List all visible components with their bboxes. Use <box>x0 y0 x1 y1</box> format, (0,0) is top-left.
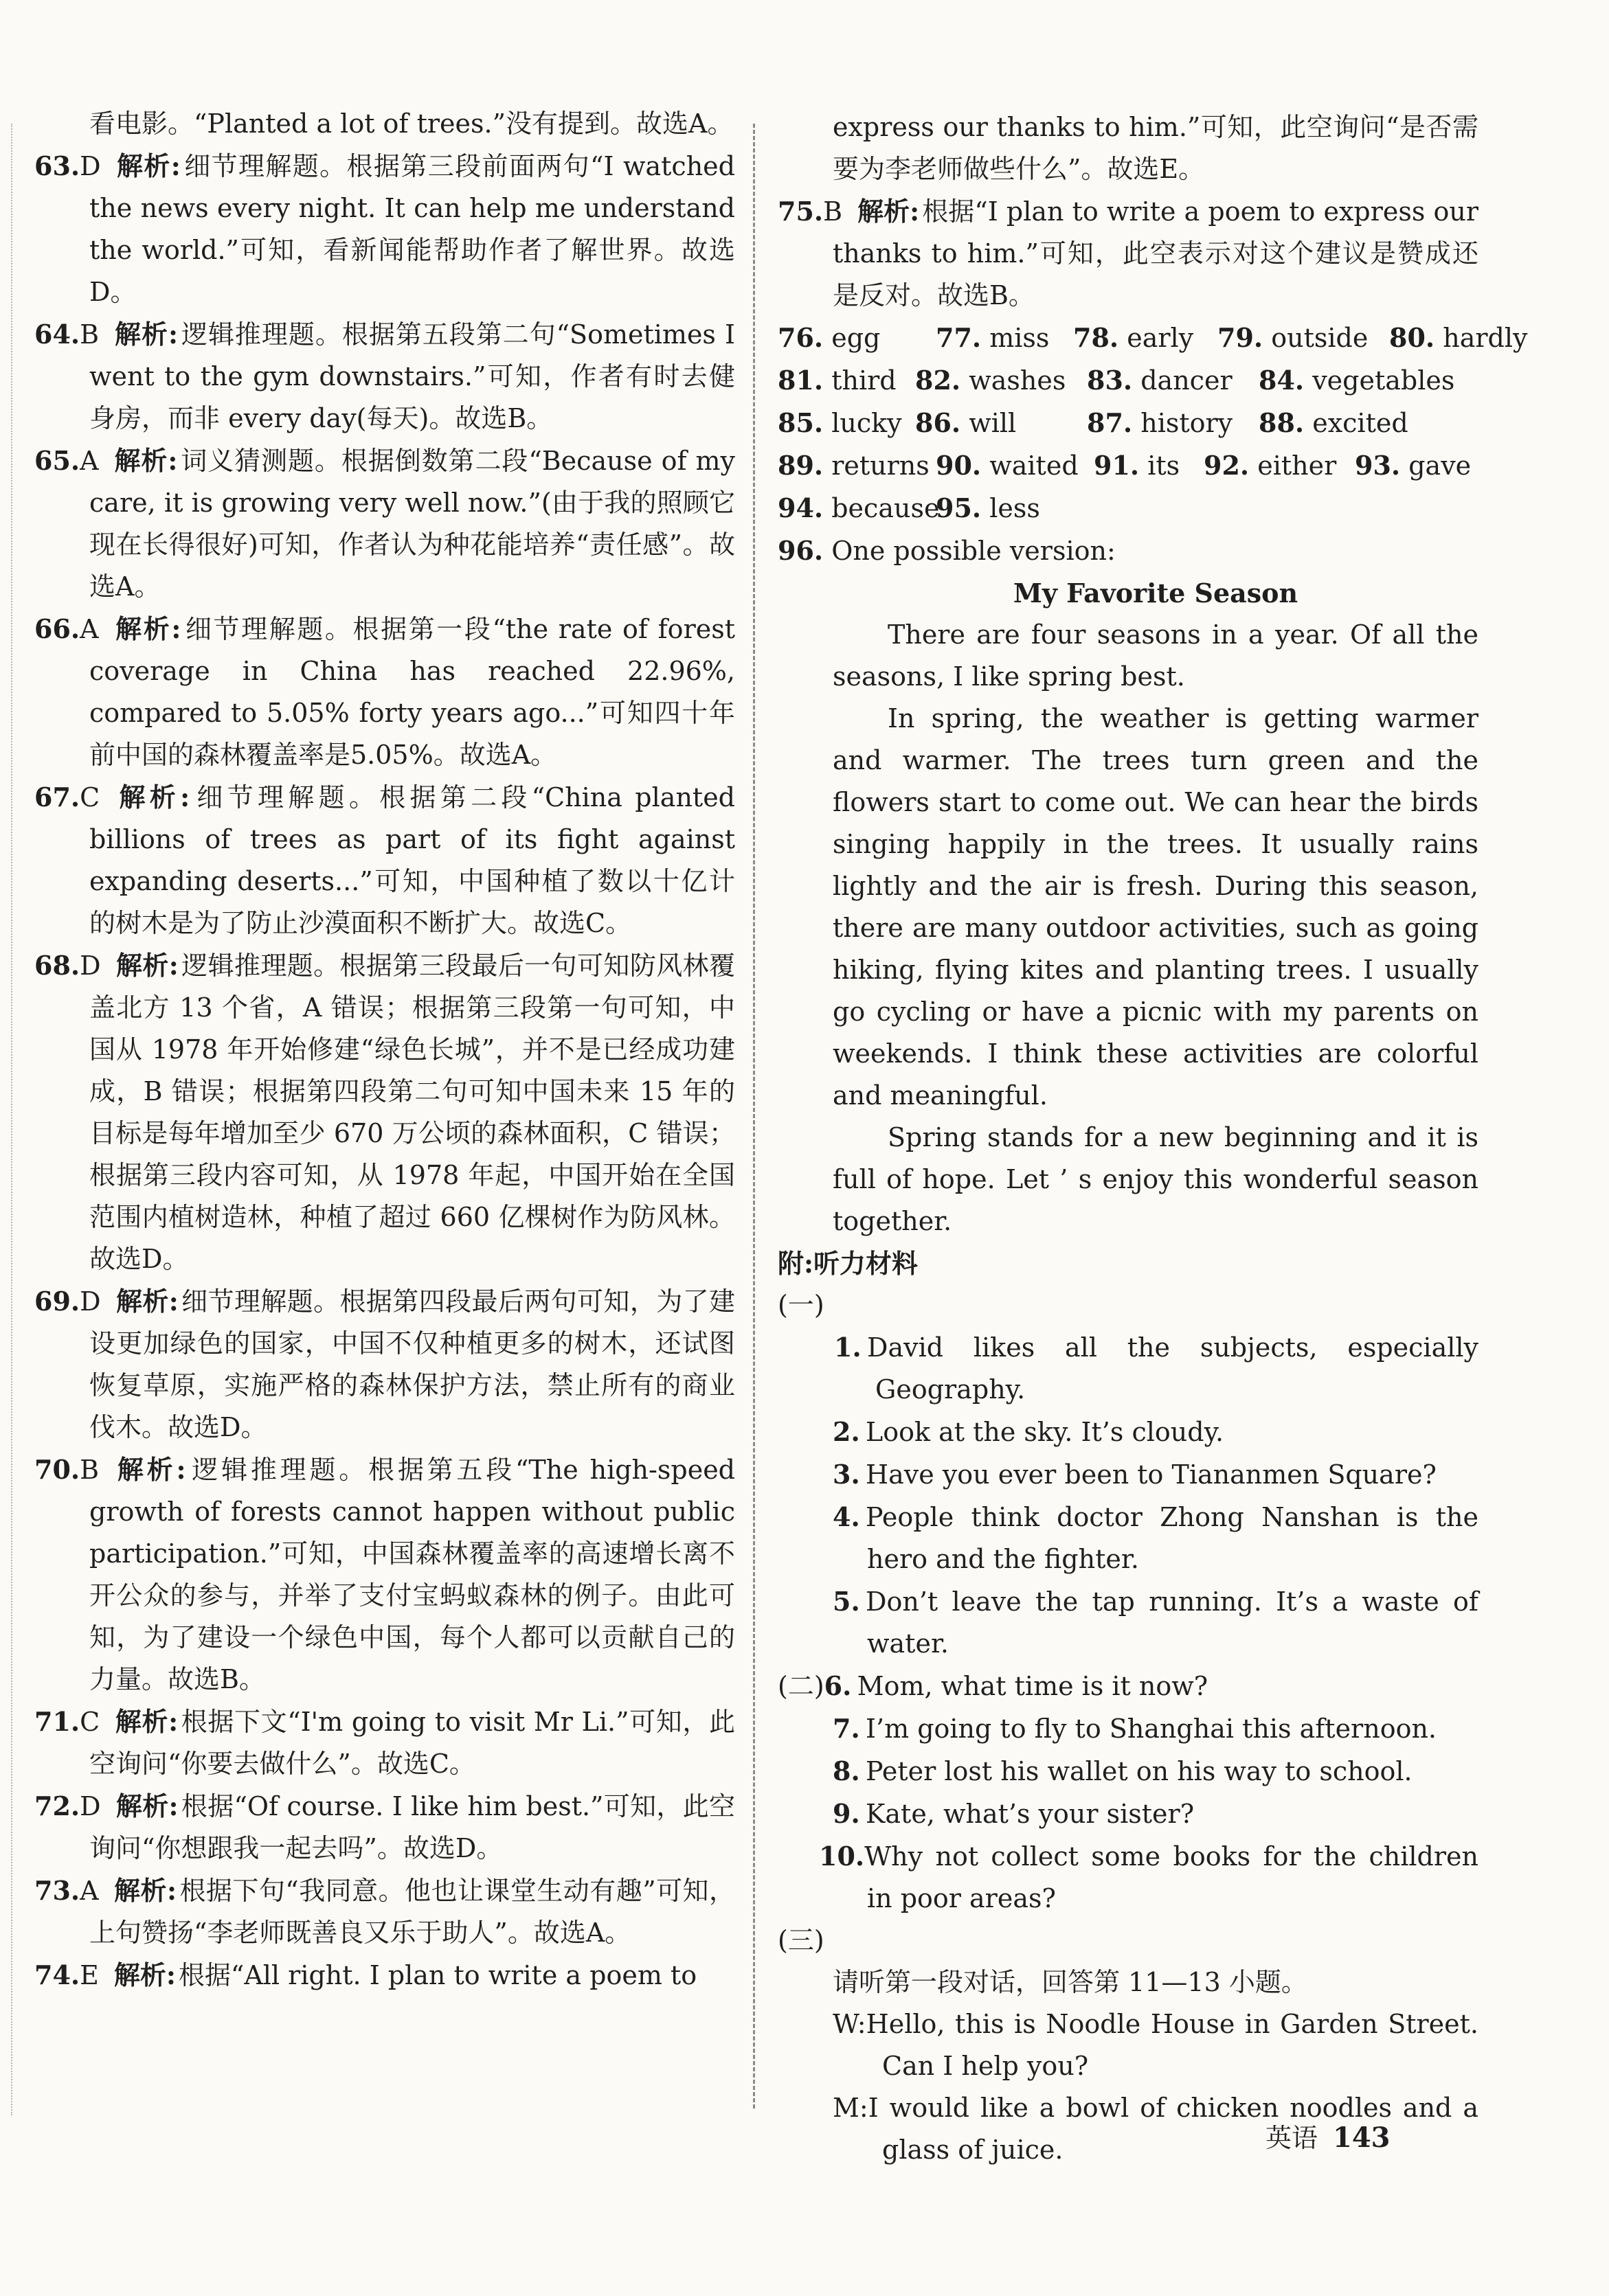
answer-continuation: express our thanks to him.”可知，此空询问“是否需要为李老师做些什么”。故选E。 <box>833 112 1478 184</box>
listening-item: 9. Kate, what’s your sister? <box>833 1798 1195 1829</box>
answer-item: 66.A 解析: 细节理解题。根据第一段“the rate of forest coverage in China has reached 22.96%, compared to 5.05% forty years ago...”可知四十年前中国的森林覆盖率是5.05%。故选A。 <box>34 613 735 770</box>
essay-paragraph: Spring stands for a new beginning and it is full of hope. Let ’ s enjoy this wonderful season together. <box>833 1122 1478 1236</box>
subject-label: 英语 <box>1265 2123 1318 2153</box>
fill-row: 89. returns 90. waited 91. its 92. either 93. gave <box>778 450 1472 481</box>
listening-item: 10.Why not collect some books for the children in poor areas? <box>819 1841 1478 1913</box>
answer-item: 74.E 解析: 根据“All right. I plan to write a poem to <box>34 1959 697 1990</box>
answer-item: 73.A 解析: 根据下句“我同意。他也让课堂生动有趣”可知，上句赞扬“李老师既善良又乐于助人”。故选A。 <box>34 1875 736 1948</box>
page-footer <box>1265 2117 1391 2155</box>
answer-item: 64.B 解析: 逻辑推理题。根据第五段第二句“Sometimes I went to the gym downstairs.”可知，作者有时去健身房，而非 every day(每天)。故选B。 <box>34 319 735 433</box>
essay-paragraph: There are four seasons in a year. Of all the seasons, I like spring best. <box>833 620 1478 692</box>
answer-item: 69.D 解析: 细节理解题。根据第四段最后两句可知，为了建设更加绿色的国家，中国不仅种植更多的树木，还试图恢复草原，实施严格的森林保护方法，禁止所有的商业伐木。故选D。 <box>34 1286 735 1442</box>
listening-part-label: (一) <box>778 1290 824 1320</box>
column-divider <box>753 124 755 2109</box>
listening-item: 8. Peter lost his wallet on his way to school. <box>833 1755 1413 1786</box>
answer-item: 67.C 解析: 细节理解题。根据第二段“China planted billions of trees as part of its fight against expanding deserts...”可知，中国种植了数以十亿计的树木是为了防止沙漠面积不断扩大。故选C。 <box>34 782 736 938</box>
fill-in-answers <box>778 317 1528 530</box>
dialogue-line: W:Hello, this is Noodle House in Garden Street. Can I help you? <box>833 2009 1478 2081</box>
answer-continuation: 看电影。“Planted a lot of trees.”没有提到。故选A。 <box>89 109 734 139</box>
listening-instruction: 请听第一段对话，回答第 11—13 小题。 <box>833 1967 1307 1997</box>
answer-item: 72.D 解析: 根据“Of course. I like him best.”可知，此空询问“你想跟我一起去吗”。故选D。 <box>34 1791 735 1863</box>
answer-item: 68.D 解析: 逻辑推理题。根据第三段最后一句可知防风林覆盖北方 13 个省，A 错误；根据第三段第一句可知，中国从 1978 年开始修建“绿色长城”，并不是已经成功建成，B 错误；根据第四段第二句可知中国未来 15 年的目标是每年增加至少 670 万公顷的森林面积，C 错误；根据第三段内容可知，从 1978 年起，中国开始在全国范围内植树造林，种植了超过 660 亿棵树作为防风林。故选D。 <box>34 950 735 1274</box>
answer-item: 70.B 解析: 逻辑推理题。根据第五段“The high-speed growth of forests cannot happen without public participation.”可知，中国森林覆盖率的高速增长离不开公众的参与，并举了支付宝蚂蚁森林的例子。由此可知，为了建设一个绿色中国，每个人都可以贡献自己的力量。故选B。 <box>34 1454 736 1694</box>
essay-title: My Favorite Season <box>1013 578 1298 609</box>
listening-item: 4. People think doctor Zhong Nanshan is the hero and the fighter. <box>833 1501 1478 1574</box>
listening-heading: 附:听力材料 <box>778 1248 919 1279</box>
listening-item: (二)6. Mom, what time is it now? <box>778 1670 1208 1701</box>
answer-item: 63.D 解析: 细节理解题。根据第三段前面两句“I watched the news every night. It can help me understand the world.”可知，看新闻能帮助作者了解世界。故选D。 <box>34 150 735 307</box>
fill-row: 94. because95. less <box>778 492 1040 523</box>
fill-row: 76. egg 77. miss 78. early 79. outside 80. hardly <box>778 322 1528 353</box>
listening-part-label: (三) <box>778 1925 824 1955</box>
right-column <box>778 106 1528 2171</box>
listening-item: 5. Don’t leave the tap running. It’s a waste of water. <box>833 1586 1478 1659</box>
essay-intro: 96. One possible version: <box>778 535 1116 566</box>
answer-item <box>34 1997 735 2039</box>
dialogue-line: M:I would like a bowl of chicken noodles and a glass of juice. <box>833 2093 1478 2165</box>
answer-item: 75.B 解析: 根据“I plan to write a poem to express our thanks to him.”可知，此空表示对这个建议是赞成还是反对。故选B。 <box>778 196 1479 310</box>
left-column <box>34 103 735 2039</box>
fill-row: 85. lucky 86. will 87. history 88. excited <box>778 407 1408 438</box>
binding-edge-line <box>11 124 12 2115</box>
answer-item: 71.C 解析: 根据下文“I'm going to visit Mr Li.”可知，此空询问“你要去做什么”。故选C。 <box>34 1706 735 1779</box>
listening-item: 3. Have you ever been to Tiananmen Square? <box>833 1459 1437 1490</box>
essay-paragraph: In spring, the weather is getting warmer and warmer. The trees turn green and the flowers start to come out. We can hear the birds singing happily in the trees. It usually rains lightly and the air is fresh. During this season, there are many outdoor activities, such as going hiking, flying kites and planting trees. I usually go cycling or have a picnic with my parents on weekends. I think these activities are colorful and meaningful. <box>833 703 1478 1111</box>
answer-item: 65.A 解析: 词义猜测题。根据倒数第二段“Because of my care, it is growing very well now.”(由于我的照顾它现在长得很好)可知，作者认为种花能培养“责任感”。故选A。 <box>34 445 736 602</box>
listening-part-label: (二) <box>778 1671 824 1701</box>
page-number: 143 <box>1333 2122 1391 2154</box>
listening-item: 1. David likes all the subjects, especially Geography. <box>834 1332 1478 1405</box>
fill-row: 81. third 82. washes 83. dancer 84. vegetables <box>778 365 1455 396</box>
listening-item: 2. Look at the sky. It’s cloudy. <box>833 1416 1224 1447</box>
listening-item: 7. I’m going to fly to Shanghai this afternoon. <box>833 1713 1437 1744</box>
